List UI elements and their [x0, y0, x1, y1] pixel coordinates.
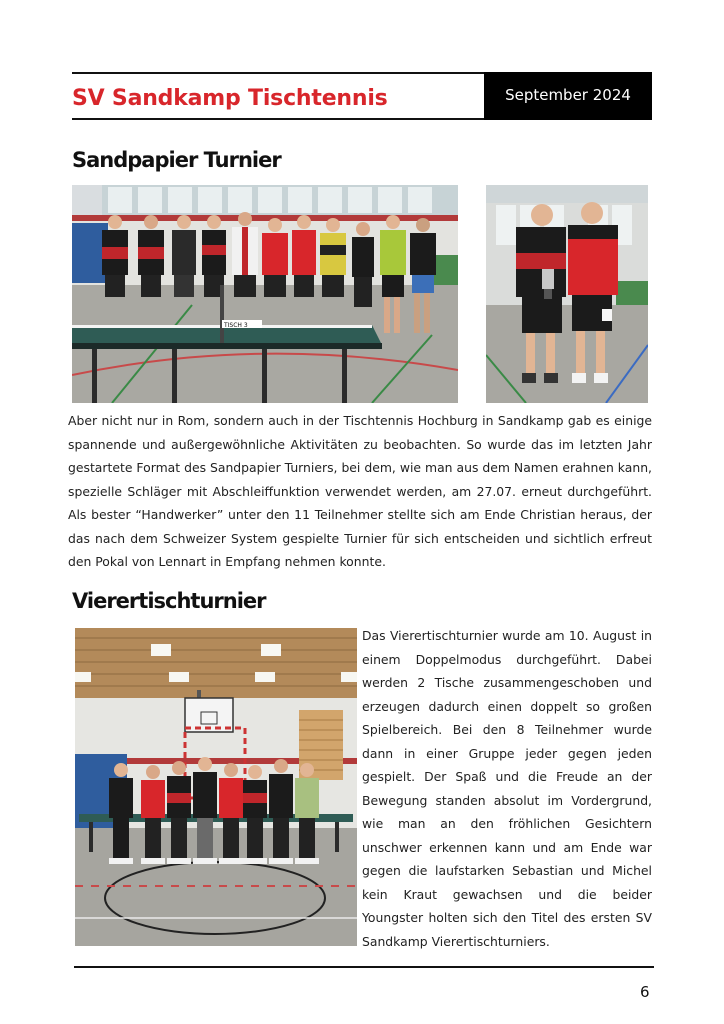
sandpapier-article-text: Aber nicht nur in Rom, sondern auch in der Tischtennis Hochburg in Sandkamp gab es einige spannende und außergewöhnliche Aktivitäten zu beobachten. So wurde das im letzten Jahr gestartete Format des Sandpapier Turniers, bei dem, wie man aus dem Namen erahnen kann, spezielle Schläger mit Abschleiffunktion verwendet werden, am 27.07. erneut durchgeführt. Als bester “Handwerker” unter den 11 Teilnehmer stellte sich am Ende Christian heraus, der das nach dem Schweizer System gespielte Turnier für sich entscheiden und sichtlich erfreut den Pokal von Lennart in Empfang nehmen konnte. — [68, 413, 652, 569]
table-label: TISCH 3 — [224, 322, 248, 329]
group-photo-vierertischturnier — [75, 628, 357, 946]
group-photo-sandpapier-turnier — [72, 185, 458, 403]
section-heading-sandpapier: Sandpapier Turnier — [72, 148, 281, 172]
vierertisch-article-text: Das Vierertischturnier wurde am 10. August in einem Doppelmodus durchgeführt. Dabei werden 2 Tische zusammengeschoben und erzeugen dadurch einen doppelt so großen Spielbereich. Bei den 8 Teilnehmer wurde dann in einer Gruppe jeder gegen jeden gespielt. Der Spaß und die Freude an der Bewegung standen absolut im Vordergrund, wie man an den fröhlichen Gesichtern unschwer erkennen kann und am Ende war gegen die laufstarken Sebastian und Michel kein Kraut gewachsen und die beider Youngster holten sich den Titel des ersten SV Sandkamp Vierertischturniers. — [362, 628, 652, 949]
newsletter-title: SV Sandkamp Tischtennis — [72, 86, 388, 111]
newsletter-header — [72, 72, 652, 120]
header-top-rule — [72, 72, 484, 74]
winner-trophy-photo — [486, 185, 648, 403]
header-bottom-rule — [72, 118, 484, 120]
issue-date-badge: September 2024 — [484, 72, 652, 120]
section-heading-vierertisch: Vierertischturnier — [72, 589, 266, 613]
footer-rule — [74, 966, 654, 968]
page-number: 6 — [640, 983, 650, 1001]
